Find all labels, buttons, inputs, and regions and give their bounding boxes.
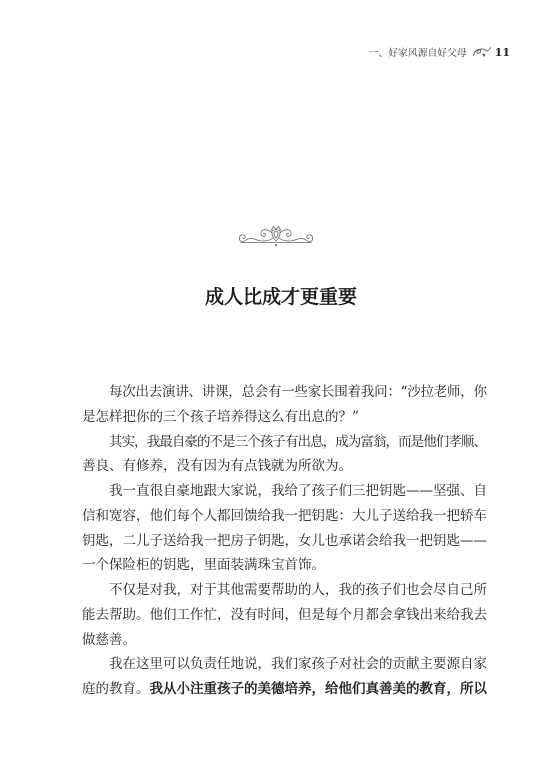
text-line (82, 628, 487, 653)
text-line (82, 578, 487, 603)
text-line-content: 一个保险柜的钥匙，里面装满珠宝首饰。 (82, 557, 325, 574)
flourish-icon (472, 46, 492, 58)
section-title: 成人比成才更重要 (204, 286, 357, 308)
text-line-content: 信和宽容，他们每个人都回馈给我一把钥匙：大儿子送给我一把轿车 (82, 507, 487, 524)
text-line (82, 652, 487, 677)
running-title: 一、好家风源自好父母 (368, 48, 467, 59)
text-line (82, 603, 487, 628)
text-line (82, 677, 487, 702)
text-line-content: 做慈善。 (82, 631, 136, 648)
text-line (82, 504, 487, 529)
text-line-content: 钥匙，二儿子送给我一把房子钥匙，女儿也承诺会给我一把钥匙—— (82, 532, 487, 549)
text-line-content: 是怎样把你的三个孩子培养得这么有出息的？” (82, 408, 359, 425)
text-line-content: 能去帮助。他们工作忙，没有时间，但是每个月都会拿钱出来给我去 (82, 606, 487, 623)
page-number: 11 (494, 45, 510, 59)
text-line (82, 380, 487, 405)
text-line (82, 430, 487, 455)
paragraph-2 (82, 430, 487, 480)
text-line (82, 529, 487, 554)
emphasized-text: 我从小注重孩子的美德培养，给他们真善美的教育，所以 (149, 681, 487, 697)
paragraph-1 (82, 380, 487, 430)
text-line (82, 454, 487, 479)
paragraph-5 (82, 652, 487, 702)
text-line-content: 我在这里可以负责任地说，我们家孩子对社会的贡献主要源自家 (109, 656, 487, 673)
text-line-content: 善良、有修养，没有因为有点钱就为所欲为。 (82, 458, 352, 475)
text-line-content: 每次出去演讲、讲课，总会有一些家长围着我问：“沙拉老师，你 (109, 384, 487, 400)
text-line (82, 553, 487, 578)
text-line-content: 不仅是对我，对于其他需要帮助的人，我的孩子们也会尽自己所 (109, 582, 487, 598)
text-line (82, 405, 487, 430)
text-line-content: 其实，我最自豪的不是三个孩子有出息，成为富翁，而是他们孝顺、 (109, 433, 487, 450)
paragraph-4 (82, 578, 487, 652)
plain-text: 庭的教育。 (82, 681, 150, 697)
running-head (369, 44, 510, 60)
text-line (82, 479, 487, 504)
text-line-content: 我一直很自豪地跟大家说，我给了孩子们三把钥匙——坚强、自 (109, 483, 487, 499)
paragraph-3 (82, 479, 487, 578)
text-line-content (82, 677, 487, 702)
body-text (82, 380, 487, 702)
scroll-ornament-icon (236, 224, 316, 248)
